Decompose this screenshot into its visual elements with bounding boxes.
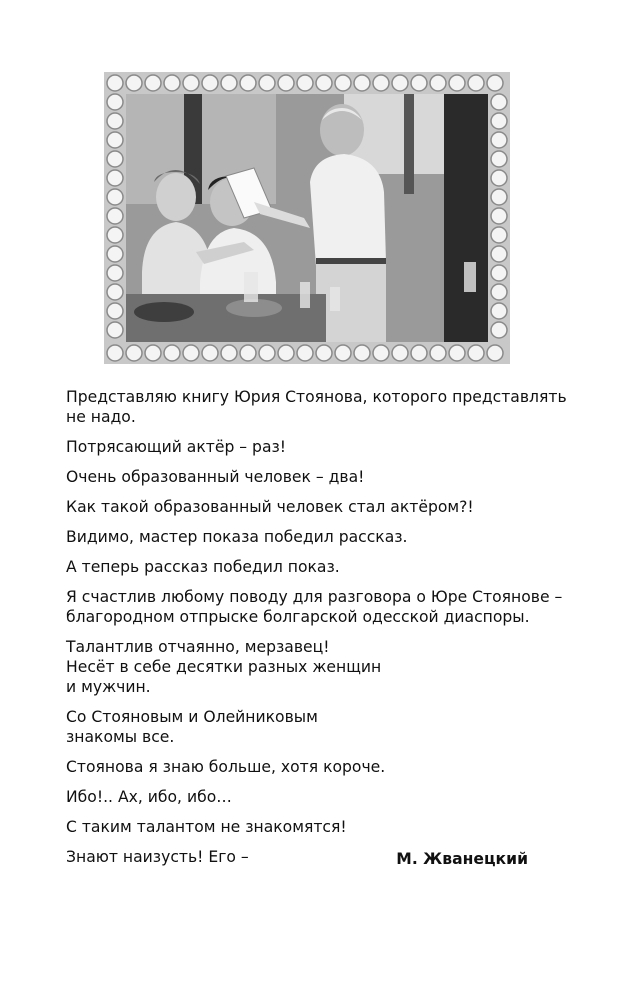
paragraph: [66, 817, 536, 837]
paragraph: [66, 637, 536, 697]
text-line: Несёт в себе десятки разных женщин: [66, 658, 382, 676]
paragraph: [66, 557, 536, 577]
paragraph: [66, 787, 536, 807]
foreword-text: [66, 387, 567, 877]
text-line: Очень образованный человек – два!: [66, 468, 365, 486]
photo-frame: [104, 72, 510, 364]
text-line: Со Стояновым и Олейниковым: [66, 708, 318, 726]
paragraph: [66, 757, 536, 777]
text-line: и мужчин.: [66, 678, 151, 696]
paragraph: [66, 497, 536, 517]
paragraph: [66, 467, 536, 487]
text-line: Ибо!.. Ах, ибо, ибо…: [66, 788, 232, 806]
photo-illustration: [104, 72, 510, 364]
text-line: Я счастлив любому поводу для разговора о Юре Стоянове –: [66, 588, 563, 606]
text-line: Представляю книгу Юрия Стоянова, которого представлять: [66, 388, 567, 406]
text-line: С таким талантом не знакомятся!: [66, 818, 347, 836]
paragraph: [66, 587, 563, 627]
author-signature: М. Жванецкий: [396, 850, 528, 868]
paragraph: [66, 387, 567, 427]
text-line: Видимо, мастер показа победил рассказ.: [66, 528, 408, 546]
text-line: Талантлив отчаянно, мерзавец!: [66, 638, 330, 656]
paragraph: [66, 437, 536, 457]
paragraph: [66, 527, 536, 547]
text-line: благородном отпрыске болгарской одесской диаспоры.: [66, 608, 530, 626]
text-line: знакомы все.: [66, 728, 175, 746]
text-line: Знают наизусть! Его –: [66, 848, 249, 866]
text-line: Потрясающий актёр – раз!: [66, 438, 287, 456]
paragraph: [66, 707, 536, 747]
text-line: А теперь рассказ победил показ.: [66, 558, 340, 576]
text-line: Стоянова я знаю больше, хотя короче.: [66, 758, 386, 776]
text-line: не надо.: [66, 408, 136, 426]
text-line: Как такой образованный человек стал актёром?!: [66, 498, 474, 516]
